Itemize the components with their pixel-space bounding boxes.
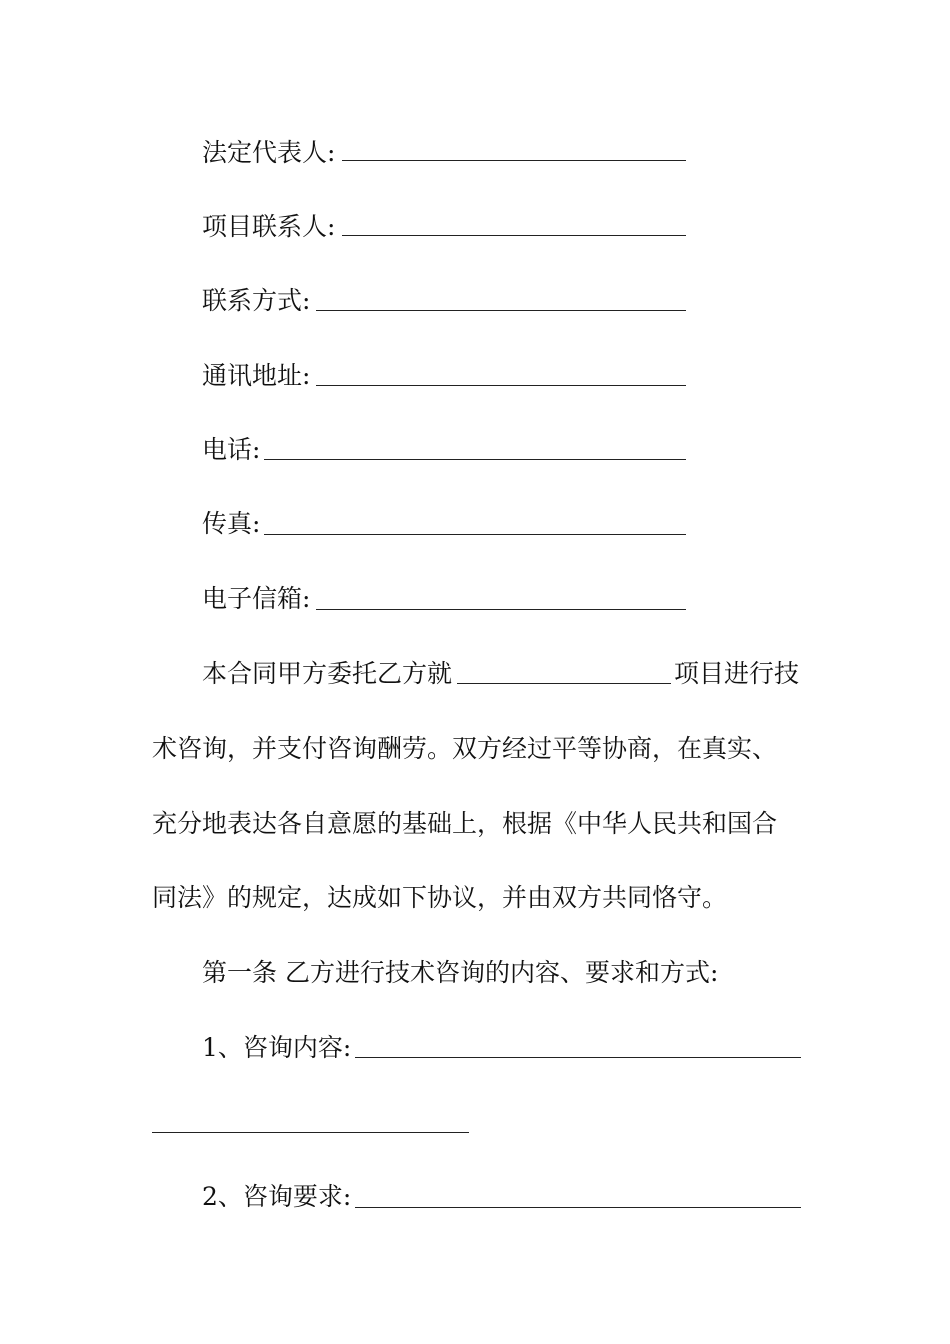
paragraph-intro-line2 [152, 734, 777, 764]
item-2-consulting-requirements [202, 1182, 351, 1212]
paragraph-intro-line3 [152, 809, 777, 839]
field-label: 电话: [202, 435, 261, 464]
fill-blank[interactable] [316, 310, 686, 311]
fill-blank[interactable] [342, 160, 686, 161]
item-label: 1、咨询内容: [202, 1033, 352, 1062]
field-label: 传真: [202, 509, 261, 538]
paragraph-intro-line1-end [674, 659, 799, 689]
field-phone [202, 435, 260, 465]
field-fax [202, 509, 260, 539]
fill-blank[interactable] [355, 1207, 801, 1208]
fill-blank[interactable] [355, 1057, 801, 1058]
project-name-blank[interactable] [457, 683, 671, 684]
field-legal-representative [202, 138, 335, 168]
field-contact-method [202, 286, 310, 316]
field-project-contact [202, 212, 335, 242]
field-label: 项目联系人: [202, 212, 336, 241]
intro-text-part2: 项目进行技 [674, 659, 800, 688]
paragraph-text: 术咨询，并支付咨询酬劳。双方经过平等协商，在真实、 [152, 734, 778, 763]
field-email [202, 584, 310, 614]
fill-blank[interactable] [264, 534, 686, 535]
field-label: 法定代表人: [202, 138, 336, 167]
field-mailing-address [202, 361, 310, 391]
article-1-title [202, 958, 718, 988]
item-1-consulting-content [202, 1033, 351, 1063]
paragraph-intro-line1 [202, 659, 452, 689]
fill-blank[interactable] [342, 235, 686, 236]
field-label: 联系方式: [202, 286, 311, 315]
paragraph-intro-line4 [152, 883, 727, 913]
fill-blank[interactable] [264, 459, 686, 460]
fill-blank[interactable] [316, 609, 686, 610]
paragraph-text: 充分地表达各自意愿的基础上，根据《中华人民共和国合 [152, 809, 778, 838]
item-label: 2、咨询要求: [202, 1182, 352, 1211]
paragraph-text: 同法》的规定，达成如下协议，并由双方共同恪守。 [152, 883, 728, 912]
article-title-text: 第一条 乙方进行技术咨询的内容、要求和方式: [202, 958, 719, 987]
intro-text-part1: 本合同甲方委托乙方就 [202, 659, 453, 688]
fill-blank[interactable] [316, 385, 686, 386]
field-label: 电子信箱: [202, 584, 311, 613]
field-label: 通讯地址: [202, 361, 311, 390]
fill-blank-continued[interactable] [152, 1132, 469, 1133]
